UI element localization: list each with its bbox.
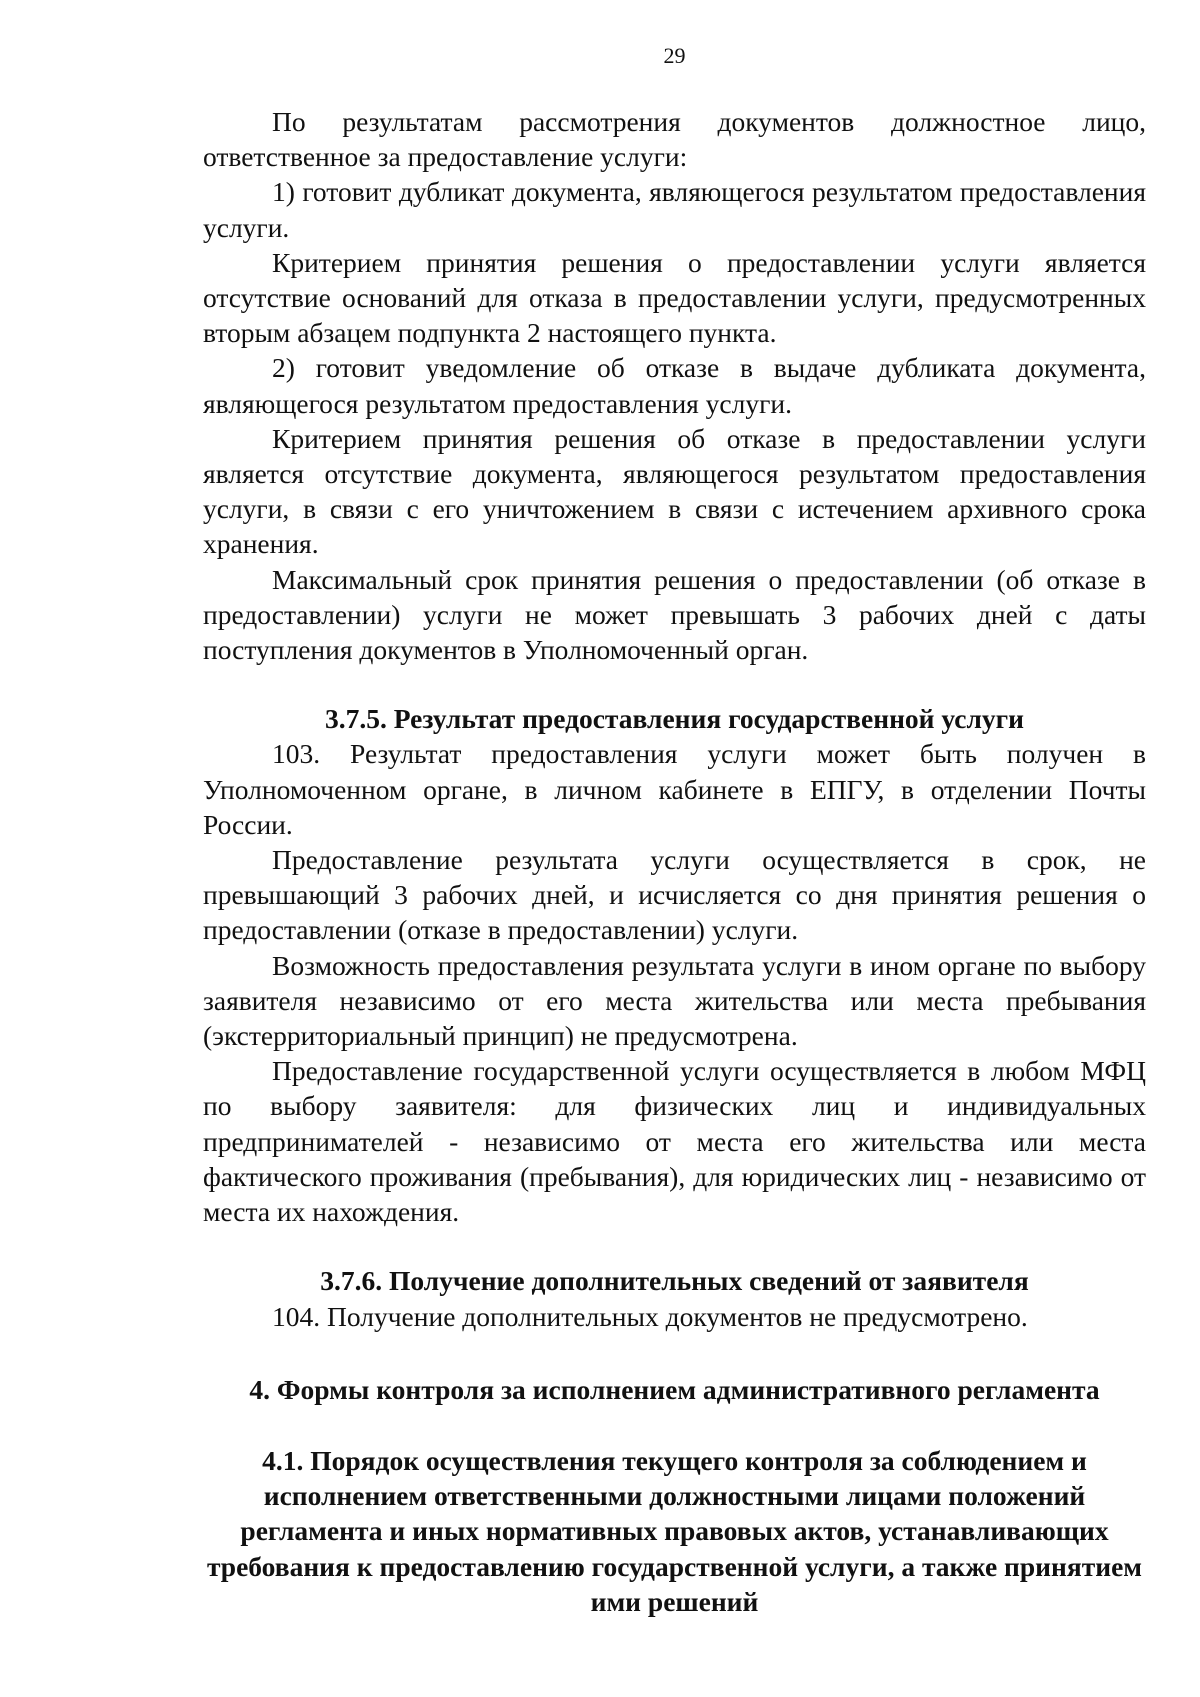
paragraph-item-1: 1) готовит дубликат документа, являющегося результатом предоставления услуги. xyxy=(203,176,1146,243)
section-3-7-5 xyxy=(203,701,1146,1229)
section-3-7-6 xyxy=(203,1263,1146,1333)
paragraph-103: 103. Результат предоставления услуги может быть получен в Уполномоченном органе, в личном кабинете в ЕПГУ, в отделении Почты России. xyxy=(203,738,1146,840)
section-heading-3-7-6: 3.7.6. Получение дополнительных сведений от заявителя xyxy=(320,1265,1029,1297)
paragraph-mfc: Предоставление государственной услуги осуществляется в любом МФЦ по выбору заявителя: для физических лиц и индивидуальных предпринимателей - независимо от места его жительства или места фактического проживания (пребывания), для юридических лиц - независимо от места их нахождения. xyxy=(203,1055,1146,1228)
section-heading-4-1: 4.1. Порядок осуществления текущего контроля за соблюдением и исполнением ответственными должностными лицами положений регламента и иных нормативных правовых актов, устанавливающих требования к предоставлению государственной услуги, а также принятием ими решений xyxy=(206,1444,1143,1617)
section-4-1 xyxy=(203,1443,1146,1619)
paragraph-item-2: 2) готовит уведомление об отказе в выдаче дубликата документа, являющегося результатом предоставления услуги. xyxy=(203,352,1146,419)
paragraph-max-term: Максимальный срок принятия решения о предоставлении (об отказе в предоставлении) услуги не может превышать 3 рабочих дней с даты поступления документов в Уполномоченный орган. xyxy=(203,563,1146,666)
paragraph-exterritorial: Возможность предоставления результата услуги в ином органе по выбору заявителя независимо от его места жительства или места пребывания (экстерриториальный принцип) не предусмотрена. xyxy=(203,949,1146,1052)
paragraph-104: 104. Получение дополнительных документов не предусмотрено. xyxy=(272,1300,1028,1332)
section-4 xyxy=(203,1372,1146,1407)
section-heading-3-7-5: 3.7.5. Результат предоставления государственной услуги xyxy=(324,703,1025,735)
paragraph-review-results: По результатам рассмотрения документов должностное лицо, ответственное за предоставление услуги: xyxy=(203,106,1146,173)
page-number: 29 xyxy=(663,43,686,68)
top-paragraphs xyxy=(203,104,1146,667)
paragraph-result-term: Предоставление результата услуги осуществляется в срок, не превышающий 3 рабочих дней, и исчисляется со дня принятия решения о предоставлении (отказе в предоставлении) услуги. xyxy=(203,844,1146,946)
section-heading-4: 4. Формы контроля за исполнением административного регламента xyxy=(249,1373,1100,1405)
paragraph-criterion-grant: Критерием принятия решения о предоставлении услуги является отсутствие оснований для отказа в предоставлении услуги, предусмотренных вторым абзацем подпункта 2 настоящего пункта. xyxy=(203,246,1146,349)
paragraph-criterion-refusal: Критерием принятия решения об отказе в предоставлении услуги является отсутствие документа, являющегося результатом предоставления услуги, в связи с его уничтожением в связи с истечением архивного срока хранения. xyxy=(203,422,1146,560)
